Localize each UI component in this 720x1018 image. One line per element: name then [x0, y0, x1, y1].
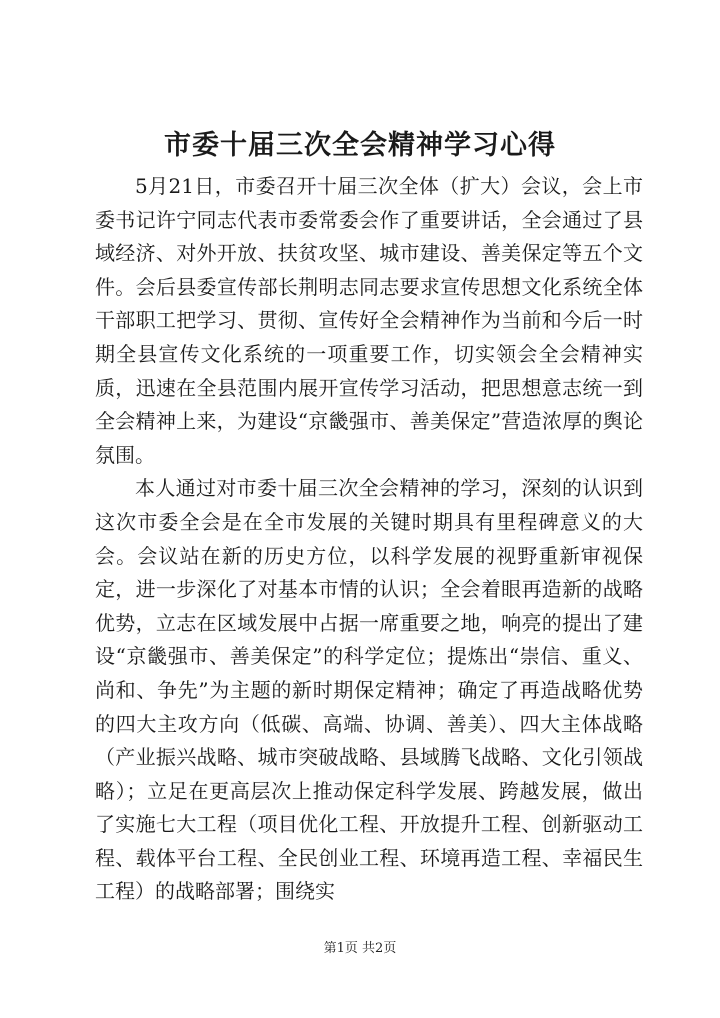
document-body	[95, 170, 643, 909]
document-title: 市委十届三次全会精神学习心得	[164, 130, 556, 161]
page-number-footer: 第1页 共2页	[323, 941, 397, 956]
paragraph-1: 5月21日，市委召开十届三次全体（扩大）会议，会上市委书记许宁同志代表市委常委会作了重要讲话，全会通过了县域经济、对外开放、扶贫攻坚、城市建设、善美保定等五个文件。会后县委宣传部长荆明志同志要求宣传思想文化系统全体干部职工把学习、贯彻、宣传好全会精神作为当前和今后一时期全县宣传文化系统的一项重要工作，切实领会全会精神实质，迅速在全县范围内展开宣传学习活动，把思想意志统一到全会精神上来，为建设“京畿强市、善美保定”营造浓厚的舆论氛围。	[95, 174, 643, 467]
paragraph-2: 本人通过对市委十届三次全会精神的学习，深刻的认识到这次市委全会是在全市发展的关键时期具有里程碑意义的大会。会议站在新的历史方位，以科学发展的视野重新审视保定，进一步深化了对基本市情的认识；全会着眼再造新的战略优势，立志在区域发展中占据一席重要之地，响亮的提出了建设“京畿强市、善美保定”的科学定位；提炼出“崇信、重义、尚和、争先”为主题的新时期保定精神；确定了再造战略优势的四大主攻方向（低碳、高端、协调、善美）、四大主体战略（产业振兴战略、城市突破战略、县域腾飞战略、文化引领战略）；立足在更高层次上推动保定科学发展、跨越发展，做出了实施七大工程（项目优化工程、开放提升工程、创新驱动工程、载体平台工程、全民创业工程、环境再造工程、幸福民生工程）的战略部署；围绕实	[95, 476, 643, 904]
